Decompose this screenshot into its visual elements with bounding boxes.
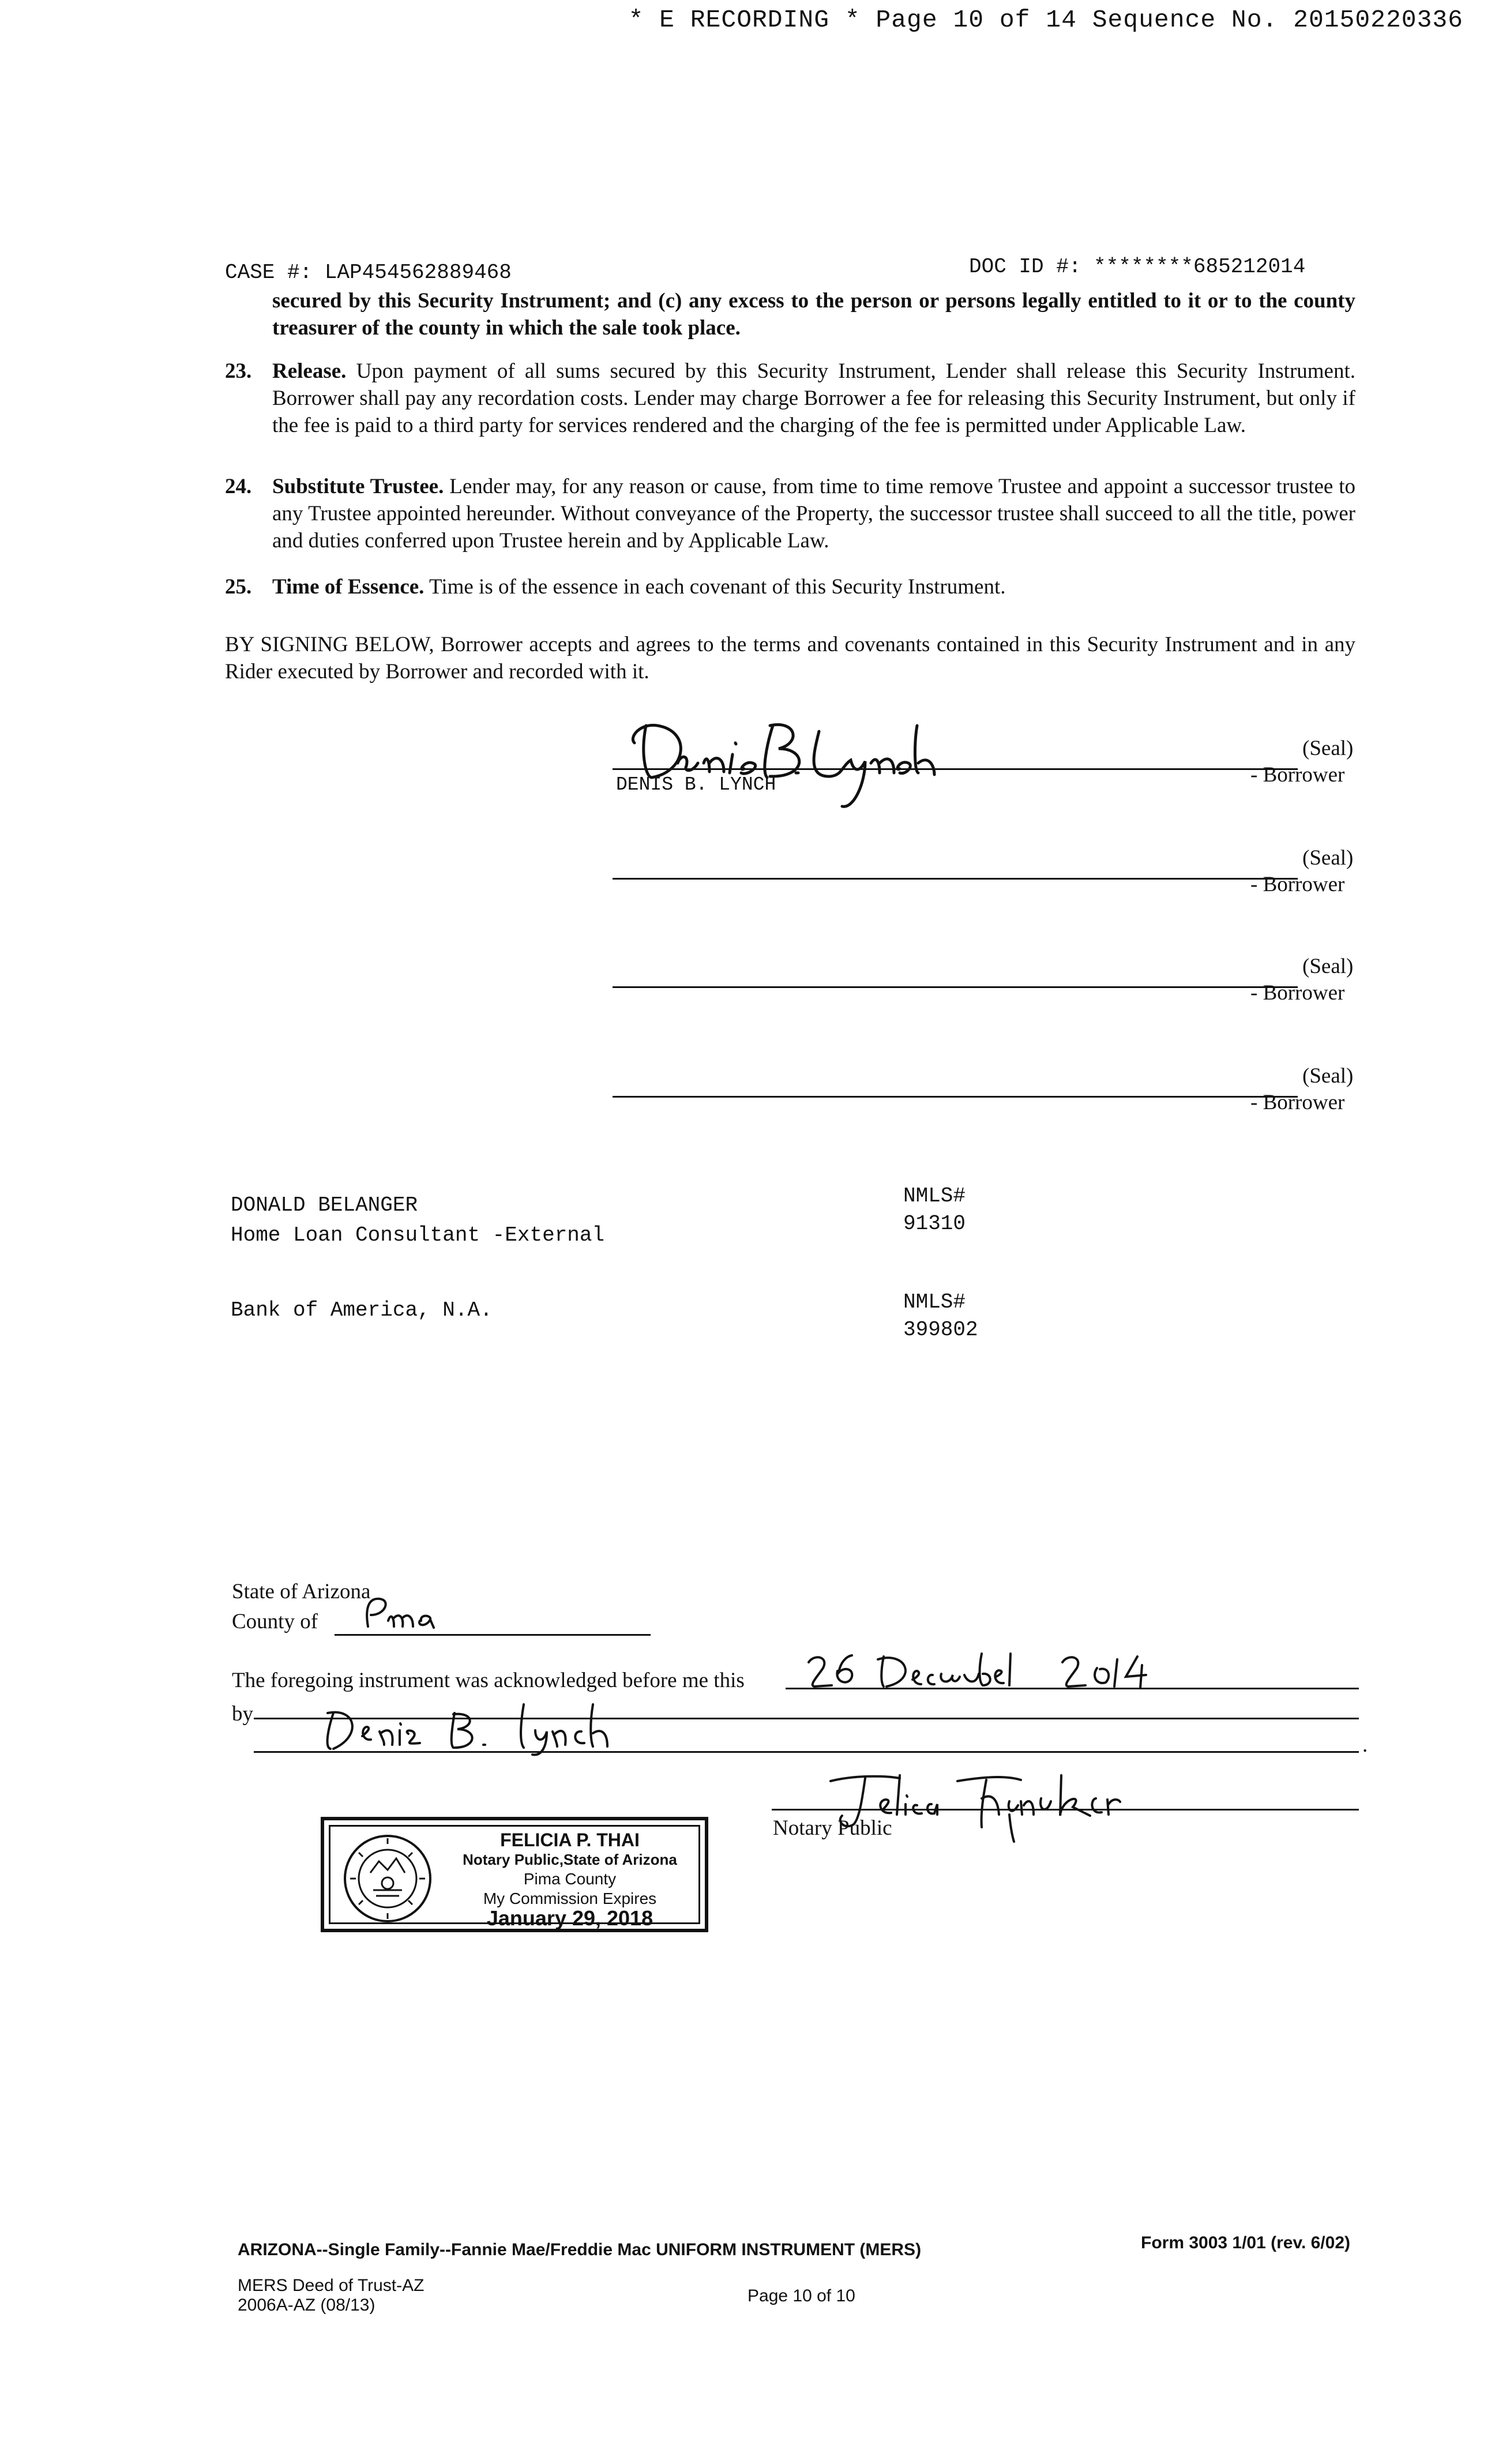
notary-stamp-expiry: January 29, 2018 (486, 1906, 653, 1930)
seal-label: (Seal) (1302, 1064, 1354, 1088)
date-handwriting (803, 1645, 1207, 1697)
notary-stamp-commission-label: My Commission Expires (483, 1890, 657, 1907)
borrower-label: - Borrower (1250, 873, 1345, 896)
borrower-label: - Borrower (1250, 981, 1345, 1005)
signature-line-1 (613, 768, 1298, 770)
footer-doc-name: MERS Deed of Trust-AZ (238, 2276, 425, 2295)
nmls-id: 399802 (903, 1318, 978, 1342)
section-number: 24. (225, 475, 252, 498)
nmls-label: NMLS# (903, 1290, 966, 1314)
nmls-label: NMLS# (903, 1184, 966, 1208)
footer-form-title: ARIZONA--Single Family--Fannie Mae/Freddie Mac UNIFORM INSTRUMENT (MERS) (238, 2240, 922, 2259)
section-number: 23. (225, 359, 252, 383)
case-number: CASE #: LAP454562889468 (225, 261, 512, 284)
section-text: Lender may, for any reason or cause, from time to time remove Trustee and appoint a successor trustee to any Trustee appointed hereunder. Without conveyance of the Property, the successor trustee shall succeed to all the title, power and duties conferred upon Trustee herein and by Applicable Law. (272, 475, 1355, 553)
signature-line-3 (613, 986, 1298, 988)
seal-label: (Seal) (1302, 737, 1354, 760)
section-heading: Time of Essence. (272, 575, 425, 599)
loan-originator-name: DONALD BELANGER (231, 1193, 418, 1217)
arizona-state-seal-icon (339, 1832, 437, 1925)
ack-by-label: by (232, 1702, 253, 1726)
section-text: Time is of the essence in each covenant of this Security Instrument. (424, 575, 1006, 599)
notary-stamp-county: Pima County (523, 1870, 617, 1888)
signature-line-2 (613, 878, 1298, 880)
section-23-release (225, 358, 1355, 439)
seal-label: (Seal) (1302, 955, 1354, 978)
notary-signature (819, 1764, 1223, 1845)
doc-id: DOC ID #: ********685212014 (969, 255, 1306, 279)
recording-header: * E RECORDING * Page 10 of 14 Sequence No. 20150220336 (628, 6, 1463, 34)
borrower-label: - Borrower (1250, 763, 1345, 787)
borrower-signature (623, 708, 946, 812)
borrower-label: - Borrower (1250, 1091, 1345, 1114)
section-number: 25. (225, 575, 252, 599)
notary-stamp-border (329, 1825, 700, 1930)
section-heading: Release. (272, 359, 347, 383)
loan-originator-title: Home Loan Consultant -External (231, 1223, 605, 1247)
borrower-name: DENIS B. LYNCH (616, 774, 776, 795)
notary-stamp-title: Notary Public,State of Arizona (463, 1851, 677, 1868)
footer-doc-code: 2006A-AZ (08/13) (238, 2296, 375, 2315)
section-25-time-of-essence (225, 573, 1355, 600)
county-handwriting (362, 1592, 478, 1638)
footer-form-number: Form 3003 1/01 (rev. 6/02) (1141, 2233, 1350, 2252)
section-heading: Substitute Trustee. (272, 475, 444, 498)
ack-state: State of Arizona (232, 1580, 371, 1603)
notary-public-label: Notary Public (773, 1816, 892, 1840)
section-text: Upon payment of all sums secured by this Security Instrument, Lender shall release this Security Instrument. Borrower shall pay any recordation costs. Lender may charge Borrower a fee for releasing this Security Instrument, but only if the fee is paid to a third party for services rendered and the charging of the fee is permitted under Applicable Law. (272, 359, 1355, 437)
seal-label: (Seal) (1302, 846, 1354, 870)
notary-stamp (321, 1817, 708, 1932)
nmls-id: 91310 (903, 1212, 966, 1235)
by-handwriting (316, 1696, 708, 1759)
ack-foregoing: The foregoing instrument was acknowledged before me this (232, 1669, 745, 1692)
section-24-substitute-trustee (225, 473, 1355, 554)
signature-line-4 (613, 1096, 1298, 1098)
lender-name: Bank of America, N.A. (231, 1298, 493, 1322)
footer-page-number: Page 10 of 10 (748, 2286, 855, 2305)
ack-county-label: County of (232, 1610, 318, 1633)
continuation-paragraph: secured by this Security Instrument; and (c) any excess to the person or persons legally entitled to it or to the county treasurer of the county in which the sale took place. (272, 289, 1355, 340)
by-line-period: . (1362, 1733, 1368, 1757)
notary-stamp-name: FELICIA P. THAI (500, 1830, 640, 1850)
signing-statement: BY SIGNING BELOW, Borrower accepts and agrees to the terms and covenants contained in this Security Instrument and in any Rider executed by Borrower and recorded with it. (225, 633, 1355, 683)
